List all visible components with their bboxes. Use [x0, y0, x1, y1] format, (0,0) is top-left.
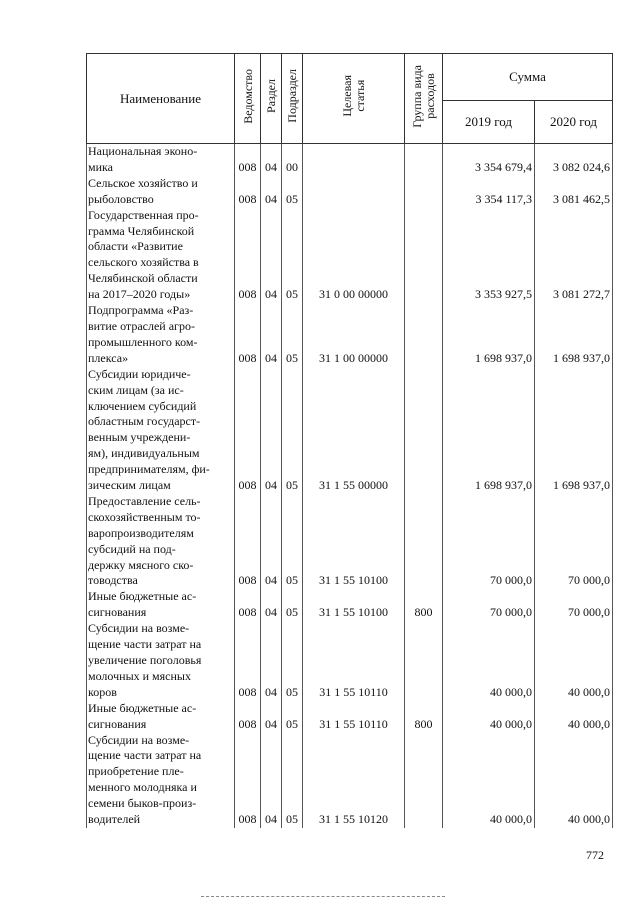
row-section: 04 [261, 621, 282, 701]
header-subsection-label: Подраздел [285, 69, 299, 123]
row-name-text: Субсидии на возме- щение части затрат на увеличение поголовья молочных и мясных коров [88, 621, 202, 699]
row-target-article [303, 144, 405, 176]
header-section-label: Раздел [264, 79, 278, 113]
row-sum-2020: 40 000,0 [535, 733, 613, 828]
row-name [87, 621, 235, 701]
row-sum-2019: 40 000,0 [443, 701, 535, 733]
row-department: 008 [235, 621, 261, 701]
row-department: 008 [235, 176, 261, 208]
row-subsection: 00 [282, 144, 303, 176]
header-year-2019: 2019 год [443, 101, 535, 144]
row-sum-2019: 40 000,0 [443, 621, 535, 701]
row-department: 008 [235, 701, 261, 733]
row-section: 04 [261, 367, 282, 494]
row-target-article: 31 1 55 10110 [303, 701, 405, 733]
page-number: 772 [586, 848, 604, 862]
row-section: 04 [261, 701, 282, 733]
table-row [87, 621, 613, 701]
table-row [87, 701, 613, 733]
row-subsection: 05 [282, 176, 303, 208]
header-name: Наименование [87, 54, 235, 144]
bottom-divider [201, 896, 445, 897]
row-section: 04 [261, 733, 282, 828]
header-expense-group-line2: расходов [422, 73, 437, 119]
row-target-article: 31 1 55 10100 [303, 589, 405, 621]
row-expense-group [405, 208, 443, 303]
row-target-article: 31 1 55 10100 [303, 494, 405, 589]
row-expense-group [405, 494, 443, 589]
header-section [261, 54, 282, 144]
header-year-2020: 2020 год [535, 101, 613, 144]
row-name [87, 144, 235, 176]
row-department: 008 [235, 144, 261, 176]
row-sum-2020: 70 000,0 [535, 589, 613, 621]
header-expense-group-line1: Группа вида [409, 64, 424, 128]
row-name-text: Сельское хозяйство и рыболовство [88, 175, 198, 206]
row-name-text: Субсидии на возме- щение части затрат на приобретение пле- менного молодняка и семени быков-произ- водителей [88, 732, 202, 827]
row-section: 04 [261, 303, 282, 367]
row-sum-2019: 40 000,0 [443, 733, 535, 828]
header-target-article [303, 54, 405, 144]
table-header [87, 54, 613, 144]
row-name-text: Иные бюджетные ас- сигнования [88, 700, 197, 731]
row-name [87, 208, 235, 303]
row-department: 008 [235, 208, 261, 303]
header-target-article-label [341, 75, 367, 117]
row-name-text: Иные бюджетные ас- сигнования [88, 589, 197, 620]
row-subsection: 05 [282, 621, 303, 701]
row-sum-2020: 3 082 024,6 [535, 144, 613, 176]
header-subsection [282, 54, 303, 144]
row-expense-group [405, 303, 443, 367]
row-expense-group [405, 176, 443, 208]
row-sum-2019: 1 698 937,0 [443, 303, 535, 367]
row-name [87, 176, 235, 208]
row-name-text: Национальная эконо- мика [88, 144, 198, 174]
row-target-article: 31 1 55 00000 [303, 367, 405, 494]
row-subsection: 05 [282, 303, 303, 367]
row-target-article: 31 0 00 00000 [303, 208, 405, 303]
row-sum-2019: 3 353 927,5 [443, 208, 535, 303]
row-target-article: 31 1 00 00000 [303, 303, 405, 367]
header-department-label: Ведомство [240, 68, 255, 124]
row-subsection: 05 [282, 589, 303, 621]
row-expense-group: 800 [405, 589, 443, 621]
header-expense-group-label [411, 65, 437, 128]
row-name [87, 494, 235, 589]
row-name [87, 589, 235, 621]
row-sum-2020: 3 081 272,7 [535, 208, 613, 303]
row-name [87, 303, 235, 367]
row-sum-2020: 70 000,0 [535, 494, 613, 589]
row-department: 008 [235, 367, 261, 494]
table-body [87, 144, 613, 828]
table-row [87, 733, 613, 828]
row-expense-group: 800 [405, 701, 443, 733]
table-row [87, 144, 613, 176]
row-sum-2020: 40 000,0 [535, 701, 613, 733]
row-name-text: Подпрограмма «Раз- витие отраслей агро- промышленного ком- плекса» [88, 303, 198, 365]
row-sum-2019: 3 354 117,3 [443, 176, 535, 208]
row-subsection: 05 [282, 208, 303, 303]
row-sum-2020: 3 081 462,5 [535, 176, 613, 208]
row-name-text: Государственная про- грамма Челябинской области «Развитие сельского хозяйства в Челябинской области на 2017–2020 годы» [88, 207, 199, 302]
header-target-article-line2: статья [352, 80, 367, 112]
row-section: 04 [261, 494, 282, 589]
row-section: 04 [261, 144, 282, 176]
row-department: 008 [235, 733, 261, 828]
row-section: 04 [261, 176, 282, 208]
row-sum-2019: 70 000,0 [443, 589, 535, 621]
row-subsection: 05 [282, 733, 303, 828]
row-subsection: 05 [282, 701, 303, 733]
row-expense-group [405, 621, 443, 701]
row-department: 008 [235, 589, 261, 621]
row-name [87, 733, 235, 828]
row-section: 04 [261, 589, 282, 621]
row-name [87, 367, 235, 494]
row-department: 008 [235, 494, 261, 589]
row-sum-2020: 40 000,0 [535, 621, 613, 701]
row-sum-2019: 3 354 679,4 [443, 144, 535, 176]
budget-table [86, 53, 613, 828]
row-target-article: 31 1 55 10120 [303, 733, 405, 828]
table-row [87, 303, 613, 367]
table-row [87, 589, 613, 621]
row-subsection: 05 [282, 494, 303, 589]
table-row [87, 208, 613, 303]
table-row [87, 494, 613, 589]
header-department [235, 54, 261, 144]
row-sum-2020: 1 698 937,0 [535, 367, 613, 494]
header-sum: Сумма [443, 54, 613, 101]
row-expense-group [405, 367, 443, 494]
row-target-article [303, 176, 405, 208]
row-expense-group [405, 144, 443, 176]
row-sum-2020: 1 698 937,0 [535, 303, 613, 367]
row-sum-2019: 70 000,0 [443, 494, 535, 589]
row-name [87, 701, 235, 733]
row-target-article: 31 1 55 10110 [303, 621, 405, 701]
row-section: 04 [261, 208, 282, 303]
header-target-article-line1: Целевая [339, 75, 354, 117]
table-row [87, 176, 613, 208]
row-name-text: Субсидии юридиче- ским лицам (за ис- ключением субсидий областным государст- венным учреждени- ям), индивидуальным предпринимателям, фи- зическим лицам [88, 366, 210, 493]
row-sum-2019: 1 698 937,0 [443, 367, 535, 494]
table-row [87, 367, 613, 494]
row-name-text: Предоставление сель- скохозяйственным то- варопроизводителям субсидий на под- держку мясного ско- товодства [88, 493, 201, 588]
row-subsection: 05 [282, 367, 303, 494]
row-expense-group [405, 733, 443, 828]
row-department: 008 [235, 303, 261, 367]
header-expense-group [405, 54, 443, 144]
